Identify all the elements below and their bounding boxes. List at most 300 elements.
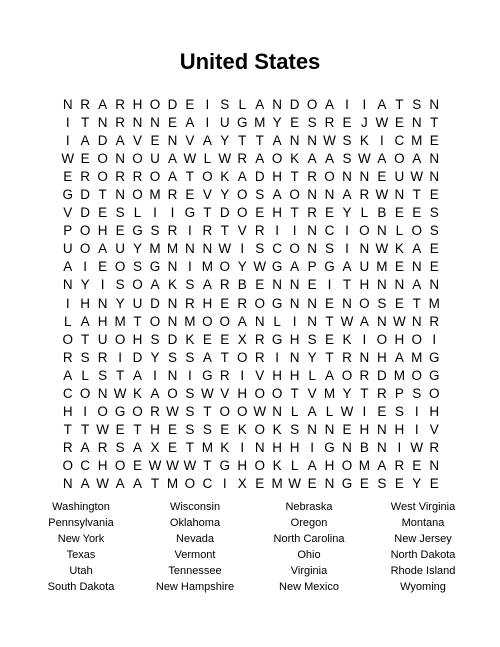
grid-letter: I — [345, 223, 349, 239]
grid-letter: H — [62, 403, 73, 419]
grid-row — [59, 96, 443, 114]
grid-letter: N — [289, 277, 300, 293]
grid-letter: M — [201, 439, 213, 455]
grid-letter: L — [290, 457, 299, 473]
word-list-item: Virginia — [290, 565, 328, 577]
grid-letter: L — [273, 313, 281, 329]
grid-letter: G — [271, 259, 283, 275]
grid-letter: S — [255, 241, 265, 257]
grid-letter: N — [377, 421, 387, 437]
grid-row — [59, 331, 443, 349]
grid-letter: E — [255, 476, 265, 491]
grid-letter: E — [307, 476, 317, 491]
grid-letter: A — [98, 97, 108, 113]
grid-letter: T — [220, 223, 229, 239]
grid-letter: R — [254, 349, 265, 365]
grid-letter: I — [205, 97, 210, 113]
grid-letter: N — [115, 151, 125, 167]
grid-letter: O — [376, 331, 388, 347]
grid-letter: A — [167, 151, 177, 167]
grid-letter: W — [375, 241, 389, 257]
grid-letter: A — [133, 367, 143, 383]
grid-letter: E — [307, 277, 317, 293]
grid-letter: O — [62, 457, 73, 473]
grid-letter: E — [394, 476, 404, 491]
grid-letter: R — [150, 403, 160, 419]
grid-letter: T — [325, 349, 334, 365]
grid-letter: N — [62, 97, 73, 113]
grid-letter: P — [394, 385, 404, 401]
grid-letter: K — [220, 169, 230, 185]
grid-letter: R — [115, 169, 125, 185]
grid-letter: K — [272, 457, 282, 473]
grid-letter: W — [183, 151, 197, 167]
word-list-item: Tennessee — [168, 565, 222, 577]
grid-letter: A — [255, 97, 265, 113]
grid-letter: O — [254, 295, 265, 311]
grid-letter: T — [133, 421, 142, 437]
word-list-item: Wyoming — [400, 581, 446, 593]
grid-letter: A — [185, 115, 195, 131]
grid-letter: A — [63, 367, 73, 383]
grid-letter: R — [132, 169, 143, 185]
word-list-item: Rhode Island — [390, 565, 456, 577]
grid-letter: N — [97, 115, 108, 131]
grid-letter: A — [80, 439, 90, 455]
grid-letter: C — [62, 385, 73, 401]
grid-letter: P — [307, 259, 317, 275]
grid-letter: U — [97, 331, 108, 347]
grid-letter: R — [202, 223, 213, 239]
grid-letter: R — [429, 439, 440, 455]
grid-letter: S — [167, 349, 177, 365]
grid-letter: U — [115, 241, 125, 257]
grid-letter: A — [133, 476, 143, 491]
grid-letter: H — [150, 421, 160, 437]
grid-letter: H — [132, 97, 143, 113]
grid-letter: R — [377, 385, 387, 401]
word-list-item: Ohio — [297, 549, 321, 561]
grid-letter: I — [65, 133, 70, 149]
grid-row — [59, 385, 443, 403]
grid-letter: O — [289, 187, 300, 203]
grid-letter: A — [115, 476, 125, 491]
grid-letter: I — [100, 277, 105, 293]
grid-letter: I — [188, 223, 192, 239]
grid-letter: G — [219, 457, 231, 473]
grid-letter: D — [219, 205, 230, 221]
grid-letter: E — [394, 295, 404, 311]
grid-letter: U — [219, 115, 230, 131]
grid-letter: N — [167, 367, 178, 383]
grid-letter: E — [115, 223, 125, 239]
grid-letter: T — [220, 349, 229, 365]
grid-letter: A — [377, 97, 387, 113]
grid-letter: N — [272, 97, 283, 113]
grid-row — [59, 222, 443, 240]
grid-letter: O — [237, 205, 248, 221]
word-list-item: Texas — [66, 549, 96, 561]
grid-letter: T — [325, 313, 334, 329]
grid-letter: V — [185, 133, 195, 149]
word-list-item: New Mexico — [279, 581, 339, 593]
grid-letter: H — [394, 331, 405, 347]
grid-letter: R — [62, 439, 73, 455]
grid-letter: R — [237, 295, 248, 311]
grid-letter: I — [292, 313, 297, 329]
grid-letter: I — [65, 115, 70, 131]
grid-letter: N — [307, 295, 317, 311]
grid-letter: D — [167, 97, 178, 113]
grid-letter: D — [150, 295, 160, 311]
grid-letter: N — [429, 457, 440, 473]
grid-letter: E — [429, 187, 439, 203]
grid-letter: N — [342, 439, 352, 455]
grid-letter: K — [359, 133, 369, 149]
grid-letter: E — [429, 259, 439, 275]
grid-letter: N — [324, 187, 335, 203]
grid-letter: I — [170, 205, 175, 221]
grid-letter: E — [167, 421, 177, 437]
grid-letter: R — [185, 295, 195, 311]
grid-letter: O — [411, 367, 423, 383]
word-list — [24, 499, 480, 595]
grid-letter: R — [324, 115, 335, 131]
grid-letter: H — [429, 403, 440, 419]
grid-letter: N — [377, 313, 387, 329]
grid-letter: M — [201, 259, 213, 275]
grid-letter: H — [132, 331, 143, 347]
grid-letter: O — [132, 151, 143, 167]
grid-letter: W — [410, 439, 424, 455]
grid-letter: R — [97, 349, 108, 365]
grid-row — [59, 367, 443, 385]
grid-row — [59, 186, 443, 204]
grid-letter: S — [429, 205, 439, 221]
grid-letter: N — [62, 476, 73, 491]
grid-letter: S — [377, 476, 387, 491]
grid-letter: N — [289, 295, 300, 311]
grid-letter: S — [80, 349, 90, 365]
grid-letter: T — [290, 385, 299, 401]
grid-letter: T — [98, 187, 107, 203]
grid-letter: S — [220, 97, 230, 113]
grid-letter: I — [188, 367, 192, 383]
grid-letter: Y — [220, 133, 230, 149]
word-list-item: Nebraska — [285, 501, 333, 513]
grid-letter: N — [394, 187, 405, 203]
grid-letter: T — [203, 403, 212, 419]
grid-letter: T — [412, 187, 421, 203]
grid-letter: G — [271, 295, 283, 311]
grid-letter: S — [133, 259, 143, 275]
grid-letter: O — [219, 313, 231, 329]
grid-letter: R — [167, 223, 178, 239]
grid-letter: O — [219, 259, 231, 275]
grid-letter: H — [394, 421, 405, 437]
grid-letter: I — [83, 259, 88, 275]
word-list-item: Montana — [401, 517, 445, 529]
grid-letter: D — [254, 169, 265, 185]
grid-letter: H — [80, 295, 91, 311]
grid-letter: S — [377, 295, 387, 311]
grid-letter: S — [185, 277, 195, 293]
grid-letter: A — [325, 97, 335, 113]
grid-letter: N — [272, 403, 283, 419]
grid-letter: R — [254, 223, 265, 239]
grid-letter: W — [148, 457, 162, 473]
grid-letter: A — [63, 259, 73, 275]
grid-letter: D — [80, 187, 91, 203]
grid-row — [59, 349, 443, 367]
grid-letter: C — [324, 223, 335, 239]
grid-letter: K — [272, 421, 282, 437]
grid-letter: A — [307, 151, 317, 167]
grid-letter: A — [325, 151, 335, 167]
grid-letter: W — [253, 259, 267, 275]
grid-letter: A — [342, 187, 352, 203]
grid-letter: D — [97, 133, 108, 149]
grid-letter: T — [115, 367, 125, 383]
grid-letter: E — [325, 205, 335, 221]
grid-letter: R — [359, 367, 370, 383]
grid-letter: E — [185, 187, 195, 203]
grid-letter: O — [149, 169, 161, 185]
grid-letter: C — [272, 241, 283, 257]
grid-letter: S — [115, 277, 125, 293]
grid-letter: L — [325, 403, 334, 419]
grid-letter: S — [307, 115, 317, 131]
grid-row — [59, 295, 443, 313]
grid-letter: E — [133, 457, 143, 473]
page-title: United States — [179, 49, 321, 74]
grid-letter: A — [167, 169, 177, 185]
grid-letter: N — [359, 349, 370, 365]
grid-letter: S — [412, 385, 422, 401]
grid-letter: O — [202, 169, 213, 185]
grid-letter: E — [167, 115, 177, 131]
grid-letter: G — [271, 331, 283, 347]
grid-letter: N — [115, 187, 125, 203]
grid-letter: E — [394, 259, 404, 275]
grid-letter: T — [150, 476, 160, 491]
grid-letter: S — [98, 367, 108, 383]
word-list-item: Utah — [69, 565, 93, 577]
word-list-item: West Virginia — [390, 501, 456, 513]
grid-letter: O — [149, 97, 161, 113]
grid-letter: G — [428, 349, 440, 365]
grid-letter: S — [185, 385, 195, 401]
grid-letter: O — [132, 403, 143, 419]
grid-letter: K — [237, 421, 247, 437]
grid-letter: I — [345, 97, 349, 113]
grid-letter: D — [167, 331, 178, 347]
grid-letter: Y — [307, 349, 317, 365]
grid-letter: O — [341, 457, 353, 473]
grid-letter: A — [133, 439, 143, 455]
grid-letter: M — [271, 476, 283, 491]
grid-letter: N — [359, 169, 370, 185]
grid-letter: L — [63, 313, 72, 329]
grid-letter: I — [380, 133, 384, 149]
grid-letter: Y — [220, 187, 230, 203]
grid-letter: Y — [115, 295, 125, 311]
grid-letter: I — [397, 439, 402, 455]
grid-letter: E — [429, 476, 439, 491]
grid-letter: H — [272, 367, 283, 383]
grid-letter: G — [149, 259, 161, 275]
grid-letter: N — [132, 115, 143, 131]
grid-letter: R — [359, 187, 370, 203]
grid-letter: R — [219, 277, 230, 293]
grid-letter: A — [150, 385, 160, 401]
grid-letter: N — [254, 313, 265, 329]
grid-letter: N — [289, 133, 300, 149]
grid-letter: S — [429, 223, 439, 239]
grid-letter: M — [393, 367, 405, 383]
grid-letter: E — [394, 205, 404, 221]
grid-letter: W — [183, 457, 197, 473]
grid-letter: E — [255, 277, 265, 293]
grid-letter: W — [392, 313, 406, 329]
grid-letter: A — [359, 313, 369, 329]
grid-letter: N — [377, 439, 387, 455]
grid-letter: N — [411, 259, 422, 275]
word-list-item: North Carolina — [273, 533, 345, 545]
grid-letter: O — [184, 476, 196, 491]
grid-letter: S — [325, 241, 335, 257]
grid-letter: G — [428, 367, 440, 383]
word-list-item: New Hampshire — [155, 581, 235, 593]
grid-letter: M — [254, 115, 266, 131]
grid-letter: T — [430, 115, 439, 131]
grid-letter: G — [184, 205, 196, 221]
grid-letter: B — [237, 277, 247, 293]
grid-letter: O — [411, 331, 423, 347]
grid-letter: G — [341, 476, 353, 491]
word-list-item: Washington — [52, 501, 110, 513]
grid-letter: R — [254, 331, 265, 347]
grid-letter: A — [412, 241, 422, 257]
grid-row — [59, 313, 443, 331]
grid-letter: A — [325, 367, 335, 383]
grid-letter: O — [149, 313, 161, 329]
grid-letter: T — [203, 457, 212, 473]
word-list-item: Nevada — [176, 533, 214, 545]
grid-letter: E — [255, 205, 265, 221]
grid-letter: W — [323, 133, 336, 149]
grid-letter: I — [292, 223, 297, 239]
grid-letter: E — [115, 421, 125, 437]
grid-letter: M — [323, 385, 336, 401]
grid-letter: I — [240, 241, 245, 257]
grid-letter: W — [61, 151, 75, 167]
grid-row — [59, 114, 443, 132]
grid-letter: N — [342, 169, 352, 185]
grid-letter: Y — [150, 349, 160, 365]
grid-letter: A — [237, 313, 247, 329]
grid-letter: O — [132, 187, 143, 203]
grid-letter: W — [358, 151, 371, 167]
grid-row — [59, 421, 443, 439]
grid-letter: O — [237, 349, 248, 365]
grid-letter: E — [290, 115, 300, 131]
grid-letter: E — [342, 115, 352, 131]
grid-letter: E — [325, 331, 335, 347]
word-list-item: Oregon — [290, 517, 328, 529]
grid-letter: J — [361, 115, 368, 131]
grid-letter: H — [272, 205, 283, 221]
grid-letter: W — [96, 476, 109, 491]
grid-letter: V — [307, 385, 317, 401]
grid-letter: H — [359, 421, 370, 437]
grid-letter: R — [219, 367, 230, 383]
grid-letter: W — [375, 187, 389, 203]
grid-letter: O — [254, 421, 265, 437]
grid-letter: S — [307, 331, 317, 347]
grid-letter: E — [429, 133, 439, 149]
word-list-item: New York — [57, 533, 105, 545]
grid-letter: E — [98, 259, 108, 275]
grid-letter: O — [428, 385, 440, 401]
grid-letter: Y — [272, 115, 282, 131]
grid-letter: A — [412, 151, 422, 167]
grid-letter: N — [167, 259, 178, 275]
grid-letter: A — [237, 169, 247, 185]
grid-letter: V — [429, 421, 439, 437]
grid-letter: H — [202, 295, 213, 311]
grid-letter: S — [394, 403, 404, 419]
grid-letter: R — [307, 205, 317, 221]
grid-letter: R — [115, 115, 125, 131]
grid-letter: L — [308, 367, 316, 383]
grid-letter: T — [81, 421, 90, 437]
grid-letter: L — [290, 403, 299, 419]
grid-letter: O — [79, 241, 91, 257]
grid-letter: O — [271, 385, 283, 401]
grid-letter: W — [200, 385, 214, 401]
grid-letter: I — [414, 421, 419, 437]
grid-letter: O — [341, 367, 353, 383]
letter-grid — [59, 96, 443, 493]
grid-letter: W — [340, 313, 354, 329]
grid-letter: T — [360, 385, 369, 401]
grid-letter: I — [275, 223, 280, 239]
grid-letter: G — [202, 367, 213, 383]
grid-letter: O — [62, 331, 73, 347]
grid-letter: A — [272, 133, 282, 149]
grid-letter: N — [307, 241, 317, 257]
grid-letter: O — [97, 151, 108, 167]
grid-letter: P — [63, 223, 73, 239]
grid-letter: W — [166, 457, 179, 473]
grid-letter: G — [237, 115, 248, 131]
grid-letter: D — [289, 97, 300, 113]
grid-letter: U — [132, 295, 143, 311]
grid-letter: E — [377, 403, 387, 419]
grid-letter: E — [220, 295, 230, 311]
grid-letter: L — [133, 205, 142, 221]
grid-letter: I — [153, 367, 157, 383]
grid-letter: I — [362, 331, 367, 347]
grid-letter: Y — [237, 259, 247, 275]
grid-letter: T — [412, 295, 421, 311]
grid-letter: D — [377, 367, 387, 383]
grid-letter: H — [289, 331, 300, 347]
grid-letter: U — [359, 259, 370, 275]
grid-letter: Y — [133, 241, 143, 257]
grid-letter: B — [377, 205, 387, 221]
